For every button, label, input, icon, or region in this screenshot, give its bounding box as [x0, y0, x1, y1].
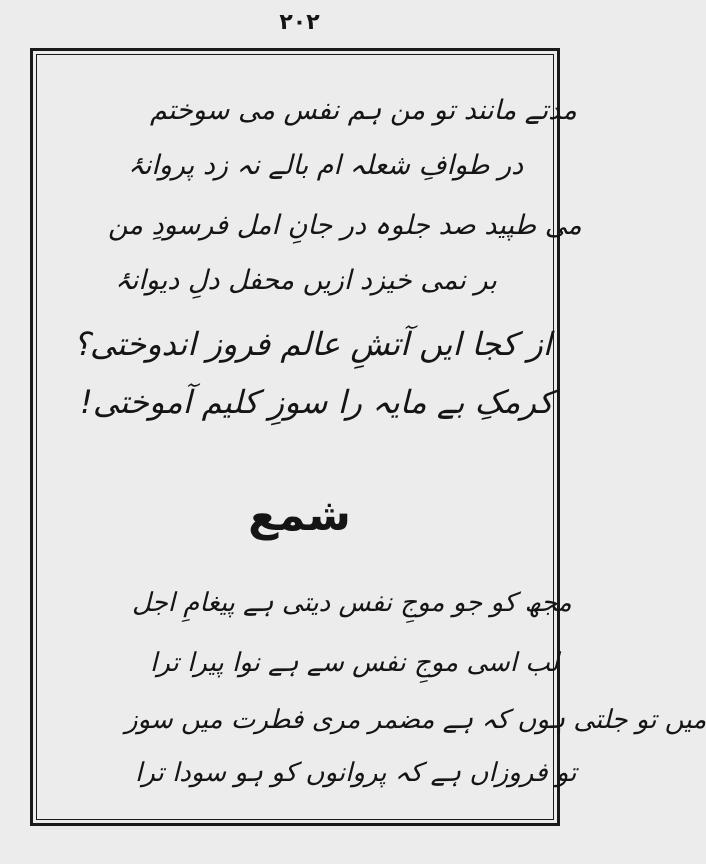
poem-line: بر نمی خیزد ازیں محفل دلِ دیوانۂ [115, 265, 497, 296]
poem-line: در طوافِ شعلہ ام بالے نہ زد پروانۂ [128, 150, 524, 181]
poem-line: تو فروزاں ہے کہ پروانوں کو ہو سودا ترا [135, 758, 577, 788]
poem-line: از کجا ایں آتشِ عالم فروز اندوختی؟ [73, 325, 552, 363]
poem-line: میں تو جلتی ہوں کہ ہے مضمر مری فطرت میں سوز [125, 705, 706, 735]
poem-line: می طپید صد جلوہ در جانِ امل فرسودِ من [108, 210, 582, 241]
page-number: ۲۰۲ [279, 10, 320, 35]
poem-line: کرمکِ بے مایہ را سوزِ کلیم آموختی! [80, 383, 554, 421]
poem-line: مدتے مانند تو من ہم نفس می سوختم [150, 95, 577, 126]
poem-line: لب اسی موجِ نفس سے ہے نوا پیرا ترا [150, 648, 559, 678]
section-heading: شمع [248, 490, 351, 541]
poem-line: مجھ کو جو موجِ نفس دیتی ہے پیغامِ اجل [132, 588, 572, 618]
